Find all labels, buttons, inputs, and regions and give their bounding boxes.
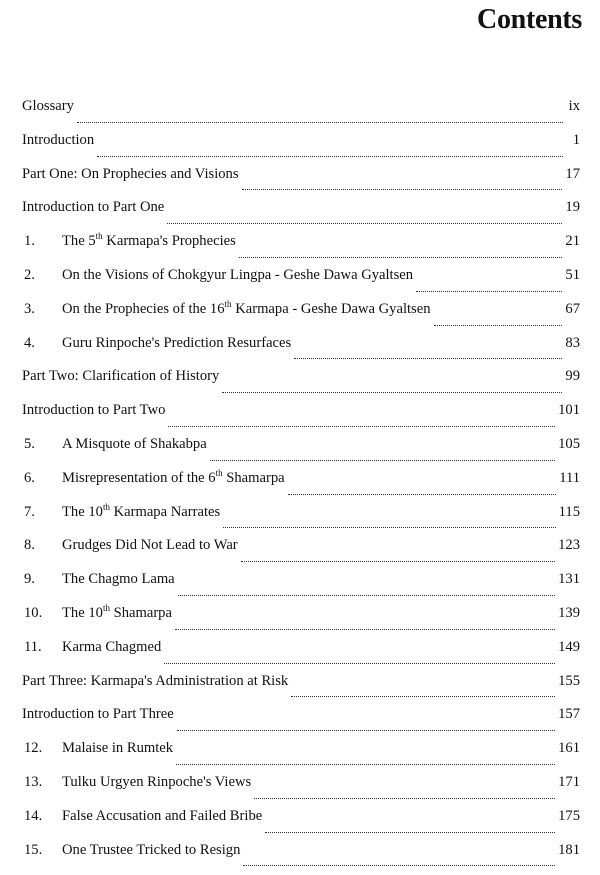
dot-leader bbox=[178, 595, 555, 596]
entry-title bbox=[62, 842, 240, 859]
entry-title-text: Introduction bbox=[22, 131, 95, 148]
toc-entry bbox=[22, 467, 580, 504]
page-number: 149 bbox=[558, 638, 580, 655]
toc-entry bbox=[22, 368, 580, 402]
page-number: 105 bbox=[558, 435, 580, 452]
entry-title bbox=[22, 166, 239, 183]
entry-title-text: False Accusation and Failed Bribe bbox=[62, 807, 263, 824]
ordinal-suffix: th bbox=[102, 501, 110, 512]
page-number: 123 bbox=[558, 537, 580, 554]
entry-title bbox=[62, 267, 413, 284]
entry-title-text-continued: Karmapa's Prophecies bbox=[102, 233, 236, 250]
chapter-number: 7. bbox=[24, 503, 35, 520]
entry-title-text: One Trustee Tricked to Resign bbox=[62, 841, 241, 858]
page-number: 155 bbox=[558, 672, 580, 689]
dot-leader bbox=[242, 189, 563, 190]
dot-leader bbox=[254, 798, 555, 799]
toc-entry bbox=[22, 639, 580, 673]
page-title: Contents bbox=[477, 4, 582, 35]
entry-title bbox=[62, 571, 175, 588]
entry-title-text: Misrepresentation of the 6 bbox=[62, 469, 216, 486]
entry-title-text: Part One: On Prophecies and Visions bbox=[22, 165, 239, 182]
dot-leader bbox=[265, 832, 555, 833]
chapter-number: 11. bbox=[24, 638, 42, 655]
entry-title bbox=[22, 199, 164, 216]
toc-entry bbox=[22, 706, 580, 740]
entry-title bbox=[62, 467, 285, 487]
page-number: ix bbox=[568, 98, 580, 114]
entry-title bbox=[22, 402, 165, 419]
page-number: 175 bbox=[558, 807, 580, 824]
entry-title bbox=[22, 673, 288, 690]
chapter-number: 3. bbox=[24, 300, 35, 317]
page-number: 67 bbox=[565, 300, 580, 317]
entry-title-text: The Chagmo Lama bbox=[62, 571, 175, 588]
dot-leader bbox=[294, 358, 562, 359]
entry-title-text: Tulku Urgyen Rinpoche's Views bbox=[62, 773, 252, 790]
dot-leader bbox=[210, 460, 555, 461]
ordinal-suffix: th bbox=[224, 298, 232, 309]
chapter-number: 14. bbox=[24, 807, 43, 824]
entry-title-text-continued: Shamarpa bbox=[222, 469, 285, 486]
entry-title-text: Karma Chagmed bbox=[62, 638, 162, 655]
toc-entry bbox=[22, 267, 580, 301]
entry-title bbox=[62, 740, 173, 757]
entry-title bbox=[22, 368, 219, 385]
dot-leader bbox=[168, 426, 555, 427]
toc-entry bbox=[22, 673, 580, 707]
toc-entry bbox=[22, 808, 580, 842]
toc-entry bbox=[22, 537, 580, 571]
dot-leader bbox=[243, 865, 555, 866]
chapter-number: 12. bbox=[24, 740, 43, 757]
dot-leader bbox=[416, 291, 562, 292]
toc-entry bbox=[22, 233, 580, 267]
entry-title-text: On the Prophecies of the 16 bbox=[62, 300, 225, 317]
chapter-number: 15. bbox=[24, 841, 43, 858]
page-number: 131 bbox=[558, 571, 580, 588]
page-number: 21 bbox=[565, 233, 580, 250]
entry-title-text: The 10 bbox=[62, 604, 103, 621]
chapter-number: 5. bbox=[24, 435, 35, 452]
table-of-contents bbox=[22, 98, 580, 875]
toc-entry bbox=[22, 402, 580, 436]
entry-title bbox=[62, 639, 161, 656]
dot-leader bbox=[241, 561, 555, 562]
entry-title bbox=[62, 602, 172, 622]
page-number: 171 bbox=[558, 773, 580, 790]
entry-title bbox=[62, 774, 251, 791]
page-number: 139 bbox=[558, 604, 580, 621]
entry-title-text: A Misquote of Shakabpa bbox=[62, 435, 207, 452]
entry-title bbox=[62, 233, 236, 250]
toc-entry bbox=[22, 335, 580, 369]
page-number: 99 bbox=[565, 368, 580, 385]
chapter-number: 1. bbox=[24, 233, 35, 250]
entry-title bbox=[62, 335, 291, 352]
entry-title-text: Malaise in Rumtek bbox=[62, 740, 174, 757]
toc-entry bbox=[22, 774, 580, 808]
dot-leader bbox=[176, 764, 555, 765]
entry-title bbox=[22, 132, 94, 149]
entry-title-text: Glossary bbox=[22, 98, 74, 114]
entry-title-text: On the Visions of Chokgyur Lingpa - Geshe Dawa Gyaltsen bbox=[62, 266, 414, 283]
toc-entry bbox=[22, 199, 580, 233]
entry-title-text-continued: Karmapa Narrates bbox=[109, 503, 221, 520]
dot-leader bbox=[291, 696, 555, 697]
page-number: 181 bbox=[558, 841, 580, 858]
dot-leader bbox=[288, 494, 557, 495]
entry-title-text: Introduction to Part One bbox=[22, 199, 165, 216]
dot-leader bbox=[223, 527, 555, 528]
chapter-number: 4. bbox=[24, 334, 35, 351]
toc-entry bbox=[22, 98, 580, 132]
entry-title-text-continued: Shamarpa bbox=[109, 604, 172, 621]
toc-entry bbox=[22, 298, 580, 335]
entry-title-text: Part Two: Clarification of History bbox=[22, 368, 220, 385]
chapter-number: 9. bbox=[24, 571, 35, 588]
entry-title-text: Guru Rinpoche's Prediction Resurfaces bbox=[62, 334, 292, 351]
entry-title bbox=[62, 501, 221, 521]
entry-title-text: Introduction to Part Two bbox=[22, 402, 166, 419]
dot-leader bbox=[177, 730, 555, 731]
toc-entry bbox=[22, 166, 580, 200]
entry-title-text: Introduction to Part Three bbox=[22, 706, 174, 723]
page-number: 115 bbox=[558, 503, 580, 520]
entry-title bbox=[62, 808, 262, 825]
chapter-number: 8. bbox=[24, 537, 35, 554]
dot-leader bbox=[97, 156, 563, 157]
entry-title bbox=[62, 537, 238, 554]
entry-title-text: The 10 bbox=[62, 503, 103, 520]
toc-entry bbox=[22, 602, 580, 639]
dot-leader bbox=[222, 392, 562, 393]
dot-leader bbox=[164, 663, 555, 664]
page-number: 157 bbox=[558, 706, 580, 723]
entry-title bbox=[22, 706, 174, 723]
page-number: 83 bbox=[565, 334, 580, 351]
toc-entry bbox=[22, 842, 580, 875]
page-number: 111 bbox=[559, 469, 580, 486]
entry-title bbox=[62, 298, 431, 318]
chapter-number: 13. bbox=[24, 773, 43, 790]
page-number: 161 bbox=[558, 740, 580, 757]
entry-title-text: The 5 bbox=[62, 233, 96, 250]
page-number: 1 bbox=[572, 131, 580, 148]
entry-title-text: Grudges Did Not Lead to War bbox=[62, 537, 238, 554]
chapter-number: 10. bbox=[24, 604, 43, 621]
entry-title-text-continued: Karmapa - Geshe Dawa Gyaltsen bbox=[231, 300, 431, 317]
dot-leader bbox=[434, 325, 563, 326]
dot-leader bbox=[77, 122, 563, 123]
ordinal-suffix: th bbox=[95, 231, 103, 242]
entry-title bbox=[22, 98, 74, 115]
dot-leader bbox=[239, 257, 563, 258]
page-number: 51 bbox=[565, 266, 580, 283]
dot-leader bbox=[167, 223, 562, 224]
entry-title-text: Part Three: Karmapa's Administration at Risk bbox=[22, 672, 289, 689]
toc-entry bbox=[22, 571, 580, 605]
page-number: 19 bbox=[565, 199, 580, 216]
ordinal-suffix: th bbox=[102, 602, 110, 613]
toc-entry bbox=[22, 501, 580, 538]
toc-entry bbox=[22, 740, 580, 774]
toc-entry bbox=[22, 132, 580, 166]
chapter-number: 6. bbox=[24, 469, 35, 486]
page-number: 17 bbox=[565, 165, 580, 182]
chapter-number: 2. bbox=[24, 266, 35, 283]
ordinal-suffix: th bbox=[215, 467, 223, 478]
toc-entry bbox=[22, 436, 580, 470]
entry-title bbox=[62, 436, 207, 453]
page-number: 101 bbox=[558, 402, 580, 419]
dot-leader bbox=[175, 629, 555, 630]
